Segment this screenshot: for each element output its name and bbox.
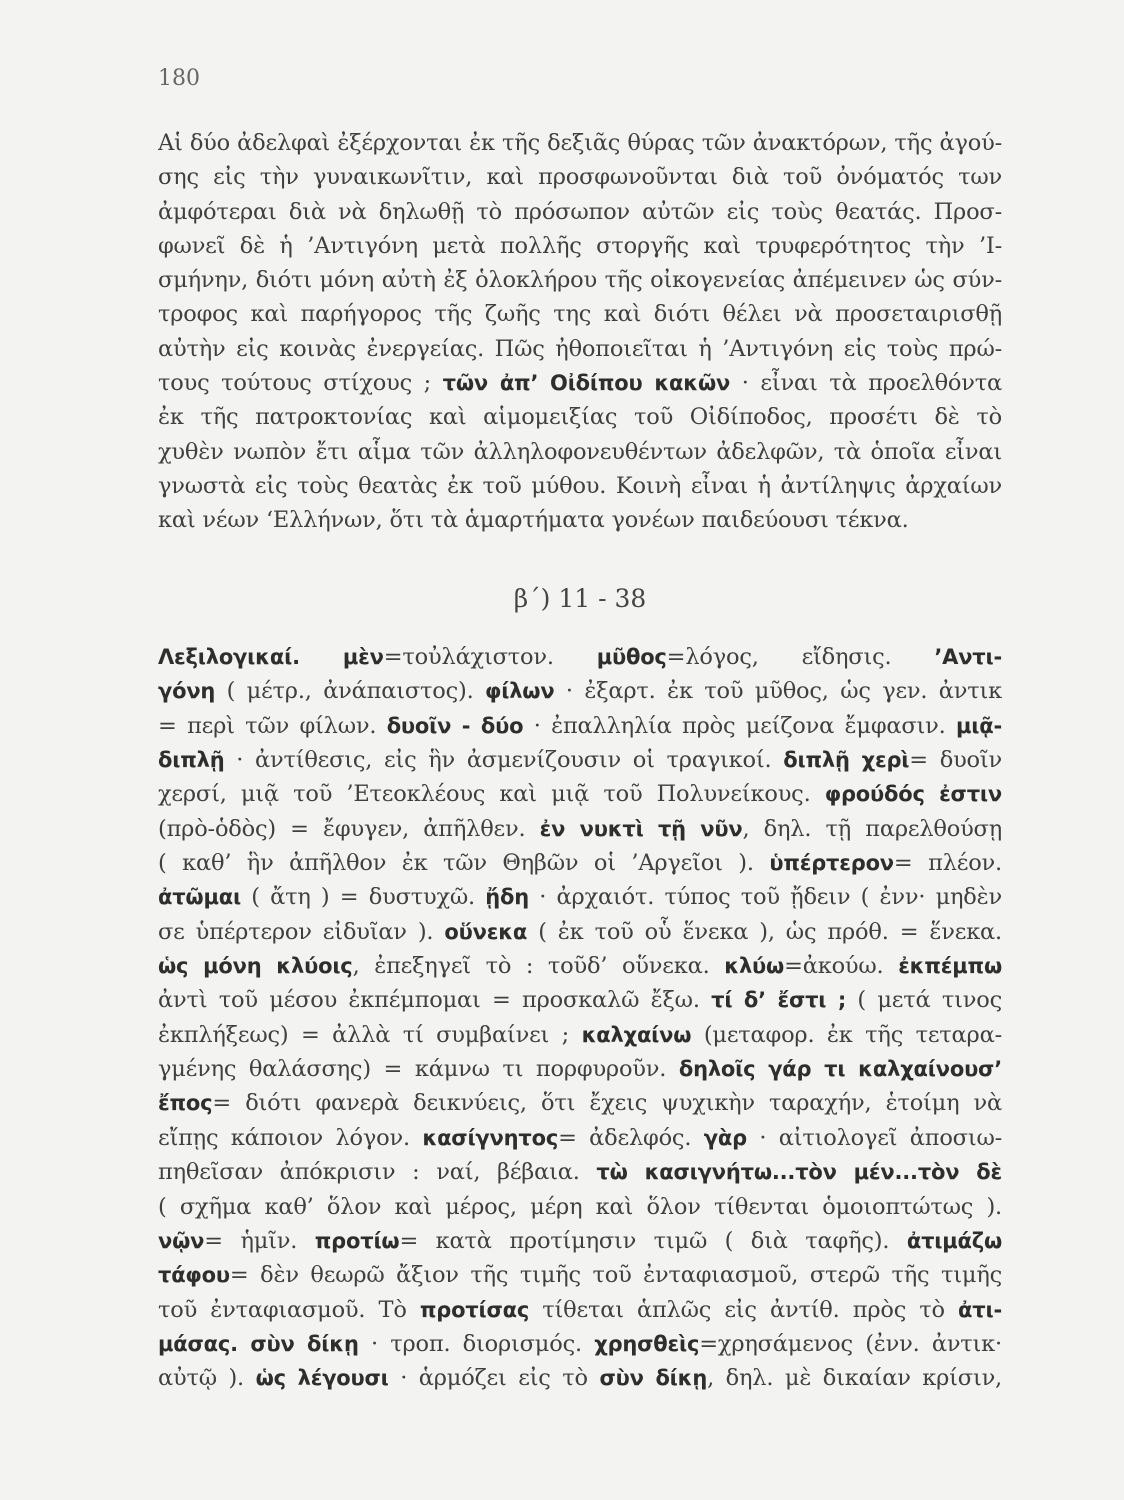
text-line <box>158 1293 1002 1327</box>
text-run: · ἐπαλληλία πρὸς μείζονα ἔμφασιν. <box>523 712 957 739</box>
text-line <box>158 640 1002 674</box>
text-line <box>158 1361 1002 1395</box>
text-run: χυθὲν νωπὸν ἔτι αἷμα τῶν ἀλληλοφονευθέντων ἀδελφῶν, τὰ ὁποῖα εἶναι <box>158 438 1002 465</box>
text-line <box>158 126 1002 160</box>
text-line <box>158 812 1002 846</box>
text-line <box>158 503 1002 537</box>
bold-term: κασίγνητος <box>422 1125 559 1150</box>
text-run: αὐτῷ ). <box>158 1365 256 1392</box>
bold-term: τῶν ἀπ’ Οἰδίπου κακῶν <box>442 371 731 396</box>
text-run: ( μετά τινος <box>846 987 1002 1014</box>
text-run: τίθεται ἁπλῶς εἰς ἀντίθ. πρὸς τὸ <box>529 1296 959 1323</box>
bold-term: νῷν <box>158 1228 205 1253</box>
text-run: ἐκπλήξεως) = ἀλλὰ τί συμβαίνει ; <box>158 1021 582 1048</box>
text-run: = πλέον. <box>893 850 1002 877</box>
section-heading: β΄) 11 - 38 <box>513 584 647 613</box>
bold-term: τάφου <box>158 1263 230 1288</box>
text-line <box>158 880 1002 914</box>
text-run: αὐτὴν εἰς κοινὰς ἐνεργείας. Πῶς ἠθοποιεῖται ἡ ’Αντιγόνη εἰς τοὺς πρώ- <box>158 335 1002 362</box>
text-run: =λόγος, εἴδησις. <box>666 644 935 670</box>
bold-term: διπλῇ χερὶ <box>783 748 910 773</box>
text-run: τροφος καὶ παρήγορος τῆς ζωῆς της καὶ διότι θέλει νὰ προσεταιρισθῇ <box>158 301 1002 328</box>
text-line <box>158 400 1002 434</box>
text-run: , δηλ. μὲ δικαίαν κρίσιν, <box>707 1365 1002 1392</box>
text-line <box>158 366 1002 400</box>
text-run: , δηλ. τῇ παρελθούσῃ <box>742 815 1002 842</box>
text-run: ( μέτρ., ἀνάπαιστος). <box>215 678 485 705</box>
text-run: καὶ νέων ‘Ελλήνων, ὅτι τὰ ἁμαρτήματα γονέων παιδεύουσι τέκνα. <box>158 507 909 534</box>
text-run: · ἀρχαιότ. τύπος τοῦ ᾔδειν ( ἐνν· μηδὲν <box>529 884 1002 911</box>
bold-term: ’Αντι- <box>934 645 1002 669</box>
text-line <box>158 1086 1002 1120</box>
page-number: 180 <box>158 66 200 91</box>
intro-paragraph <box>158 126 1002 538</box>
text-line <box>158 1224 1002 1258</box>
text-run: τοῦ ἐνταφιασμοῦ. Τὸ <box>158 1296 420 1323</box>
text-run: τους τούτους στίχους ; <box>158 370 443 397</box>
text-run: ἀμφότεραι διὰ νὰ δηλωθῇ τὸ πρόσωπον αὐτῶν εἰς τοὺς θεατάς. Προσ- <box>158 198 1002 225</box>
text-run: = περὶ τῶν φίλων. <box>158 712 387 739</box>
text-run: , ἐπεξηγεῖ τὸ : τοῦδ’ οὕνεκα. <box>352 953 725 980</box>
text-run: ( ἄτη ) = δυστυχῶ. <box>240 884 486 911</box>
text-run: ( σχῆμα καθ’ ὅλον καὶ μέρος, μέρη καὶ ὅλον τίθενται ὁμοιοπτώτως ). <box>158 1193 1002 1220</box>
bold-term: δηλοῖς γάρ τι καλχαίνουσ’ <box>678 1057 1002 1082</box>
bold-term: ἐκπέμπω <box>898 954 1002 979</box>
text-run: = κατὰ προτίμησιν τιμῶ ( διὰ ταφῆς). <box>399 1227 907 1254</box>
text-line <box>158 263 1002 297</box>
bold-term: ἀτι- <box>958 1297 1002 1322</box>
text-line <box>158 1155 1002 1189</box>
text-run: εἴπῃς κάποιον λόγον. <box>158 1124 423 1151</box>
text-run: πηθεῖσαν ἀπόκρισιν : ναί, βέβαια. <box>158 1159 597 1186</box>
text-line <box>158 1327 1002 1361</box>
bold-term: κλύω <box>724 954 785 979</box>
text-run: ( καθ’ ἣν ἀπῆλθον ἐκ τῶν Θηβῶν οἱ ’Αργεῖοι ). <box>158 850 770 877</box>
text-run: = δυοῖν <box>909 747 1002 774</box>
text-run: · αἰτιολογεῖ ἀποσιω- <box>746 1124 1002 1151</box>
text-run: (μεταφορ. ἐκ τῆς τεταρα- <box>691 1021 1002 1048</box>
bold-term: φρούδός ἐστιν <box>824 782 1002 807</box>
text-run: · εἶναι τὰ προελθόντα <box>730 370 1002 397</box>
bold-term: γόνη <box>158 679 216 704</box>
bold-term: ἔπος <box>158 1091 213 1116</box>
bold-term: καλχαίνω <box>581 1022 692 1047</box>
bold-term: ἀτιμάζω <box>906 1228 1002 1253</box>
text-line <box>158 160 1002 194</box>
bold-term: φίλων <box>485 679 555 704</box>
bold-term: ἐν νυκτὶ τῇ νῦν <box>539 816 743 841</box>
text-line <box>158 332 1002 366</box>
bold-term: τί δ’ ἔστι ; <box>711 988 847 1013</box>
text-line <box>158 674 1002 708</box>
bold-term: προτίω <box>314 1228 400 1253</box>
text-run: · τροπ. διορισμός. <box>358 1330 595 1357</box>
text-run: · ἐξαρτ. ἐκ τοῦ μῦθος, ὡς γεν. ἀντικ <box>554 678 1002 705</box>
text-line <box>158 1190 1002 1224</box>
bold-term: δυοῖν - δύο <box>386 713 524 738</box>
bold-term: προτίσας <box>419 1297 530 1322</box>
bold-term: τὼ κασιγνήτω...τὸν μέν...τὸν δὲ <box>596 1160 1002 1185</box>
bold-term: ὡς μόνη κλύοις <box>158 954 353 979</box>
text-line <box>158 229 1002 263</box>
text-run: ἀντὶ τοῦ μέσου ἐκπέμπομαι = προσκαλῶ ἔξω. <box>158 987 712 1014</box>
text-line <box>158 743 1002 777</box>
text-line <box>158 846 1002 880</box>
bold-term: μιᾷ- <box>956 713 1002 738</box>
text-line <box>158 949 1002 983</box>
text-run: φωνεῖ δὲ ἡ ’Αντιγόνη μετὰ πολλῆς στοργῆς καὶ τρυφερότητος τὴν ’Ι- <box>158 232 1002 259</box>
text-run: =τοὐλάχιστον. <box>383 644 597 670</box>
text-run: σης εἰς τὴν γυναικωνῖτιν, καὶ προσφωνοῦνται διὰ τοῦ ὀνόματός των <box>158 164 1002 191</box>
text-run: =ἀκούω. <box>784 953 899 980</box>
text-line <box>158 195 1002 229</box>
text-run: · ἀντίθεσις, εἰς ἣν ἀσμενίζουσιν οἱ τραγικοί. <box>224 747 784 774</box>
bold-term: ὑπέρτερον <box>769 851 894 876</box>
text-run: (πρὸ-ὁδὸς) = ἔφυγεν, ἀπῆλθεν. <box>158 815 540 842</box>
text-run: Αἱ δύο ἀδελφαὶ ἐξέρχονται ἐκ τῆς δεξιᾶς θύρας τῶν ἀνακτόρων, τῆς ἀγού- <box>158 130 1002 156</box>
text-run: = διότι φανερὰ δεικνύεις, ὅτι ἔχεις ψυχικὴν ταραχήν, ἑτοίμη νὰ <box>212 1090 1002 1117</box>
text-run: · ἁρμόζει εἰς τὸ <box>388 1365 600 1392</box>
bold-term: ἀτῶμαι <box>158 885 241 910</box>
bold-term: μῦθος <box>596 645 667 669</box>
bold-term: διπλῇ <box>158 748 225 773</box>
text-run: χερσί, μιᾷ τοῦ ’Ετεοκλέους καὶ μιᾷ τοῦ Πολυνείκους. <box>158 781 825 808</box>
bold-term: γὰρ <box>703 1125 747 1150</box>
text-run: =χρησάμενος (ἐνν. ἀντικ· <box>699 1330 1002 1357</box>
bold-term: μάσας. σὺν δίκῃ <box>158 1331 359 1356</box>
text-line <box>158 915 1002 949</box>
text-line <box>158 983 1002 1017</box>
text-line <box>158 1121 1002 1155</box>
text-run: γνωστὰ εἰς τοὺς θεατὰς ἐκ τοῦ μύθου. Κοινὴ εἶναι ἡ ἀντίληψις ἀρχαίων <box>158 472 1002 499</box>
text-run: σμήνην, διότι μόνη αὐτὴ ἐξ ὁλοκλήρου τῆς οἰκογενείας ἀπέμεινεν ὡς σύν- <box>158 267 1002 294</box>
lexical-notes-paragraph <box>158 640 1002 1396</box>
bold-term: σὺν δίκῃ <box>599 1366 708 1391</box>
text-run: = δὲν θεωρῶ ἄξιον τῆς τιμῆς τοῦ ἐνταφιασμοῦ, στερῶ τῆς τιμῆς <box>229 1262 1002 1289</box>
bold-term: Λεξιλογικαί. μὲν <box>158 645 384 669</box>
text-line <box>158 1258 1002 1292</box>
text-run: σε ὑπέρτερον εἰδυῖαν ). <box>158 918 445 945</box>
text-line <box>158 435 1002 469</box>
text-line <box>158 1052 1002 1086</box>
bold-term: ᾔδη <box>485 885 530 910</box>
text-run: ἐκ τῆς πατροκτονίας καὶ αἱμομειξίας τοῦ Οἰδίποδος, προσέτι δὲ τὸ <box>158 404 1002 431</box>
text-line <box>158 469 1002 503</box>
text-line <box>158 1018 1002 1052</box>
bold-term: χρησθεὶς <box>594 1331 700 1356</box>
text-run: = ἀδελφός. <box>558 1124 704 1151</box>
bold-term: ὡς λέγουσι <box>255 1366 389 1391</box>
text-line <box>158 777 1002 811</box>
text-run: ( ἐκ τοῦ οὗ ἕνεκα ), ὡς πρόθ. = ἕνεκα. <box>527 918 1002 945</box>
text-line <box>158 709 1002 743</box>
text-line <box>158 297 1002 331</box>
text-run: = ἡμῖν. <box>204 1227 315 1254</box>
text-run: γμένης θαλάσσης) = κάμνω τι πορφυροῦν. <box>158 1056 679 1083</box>
bold-term: οὕνεκα <box>444 919 528 944</box>
